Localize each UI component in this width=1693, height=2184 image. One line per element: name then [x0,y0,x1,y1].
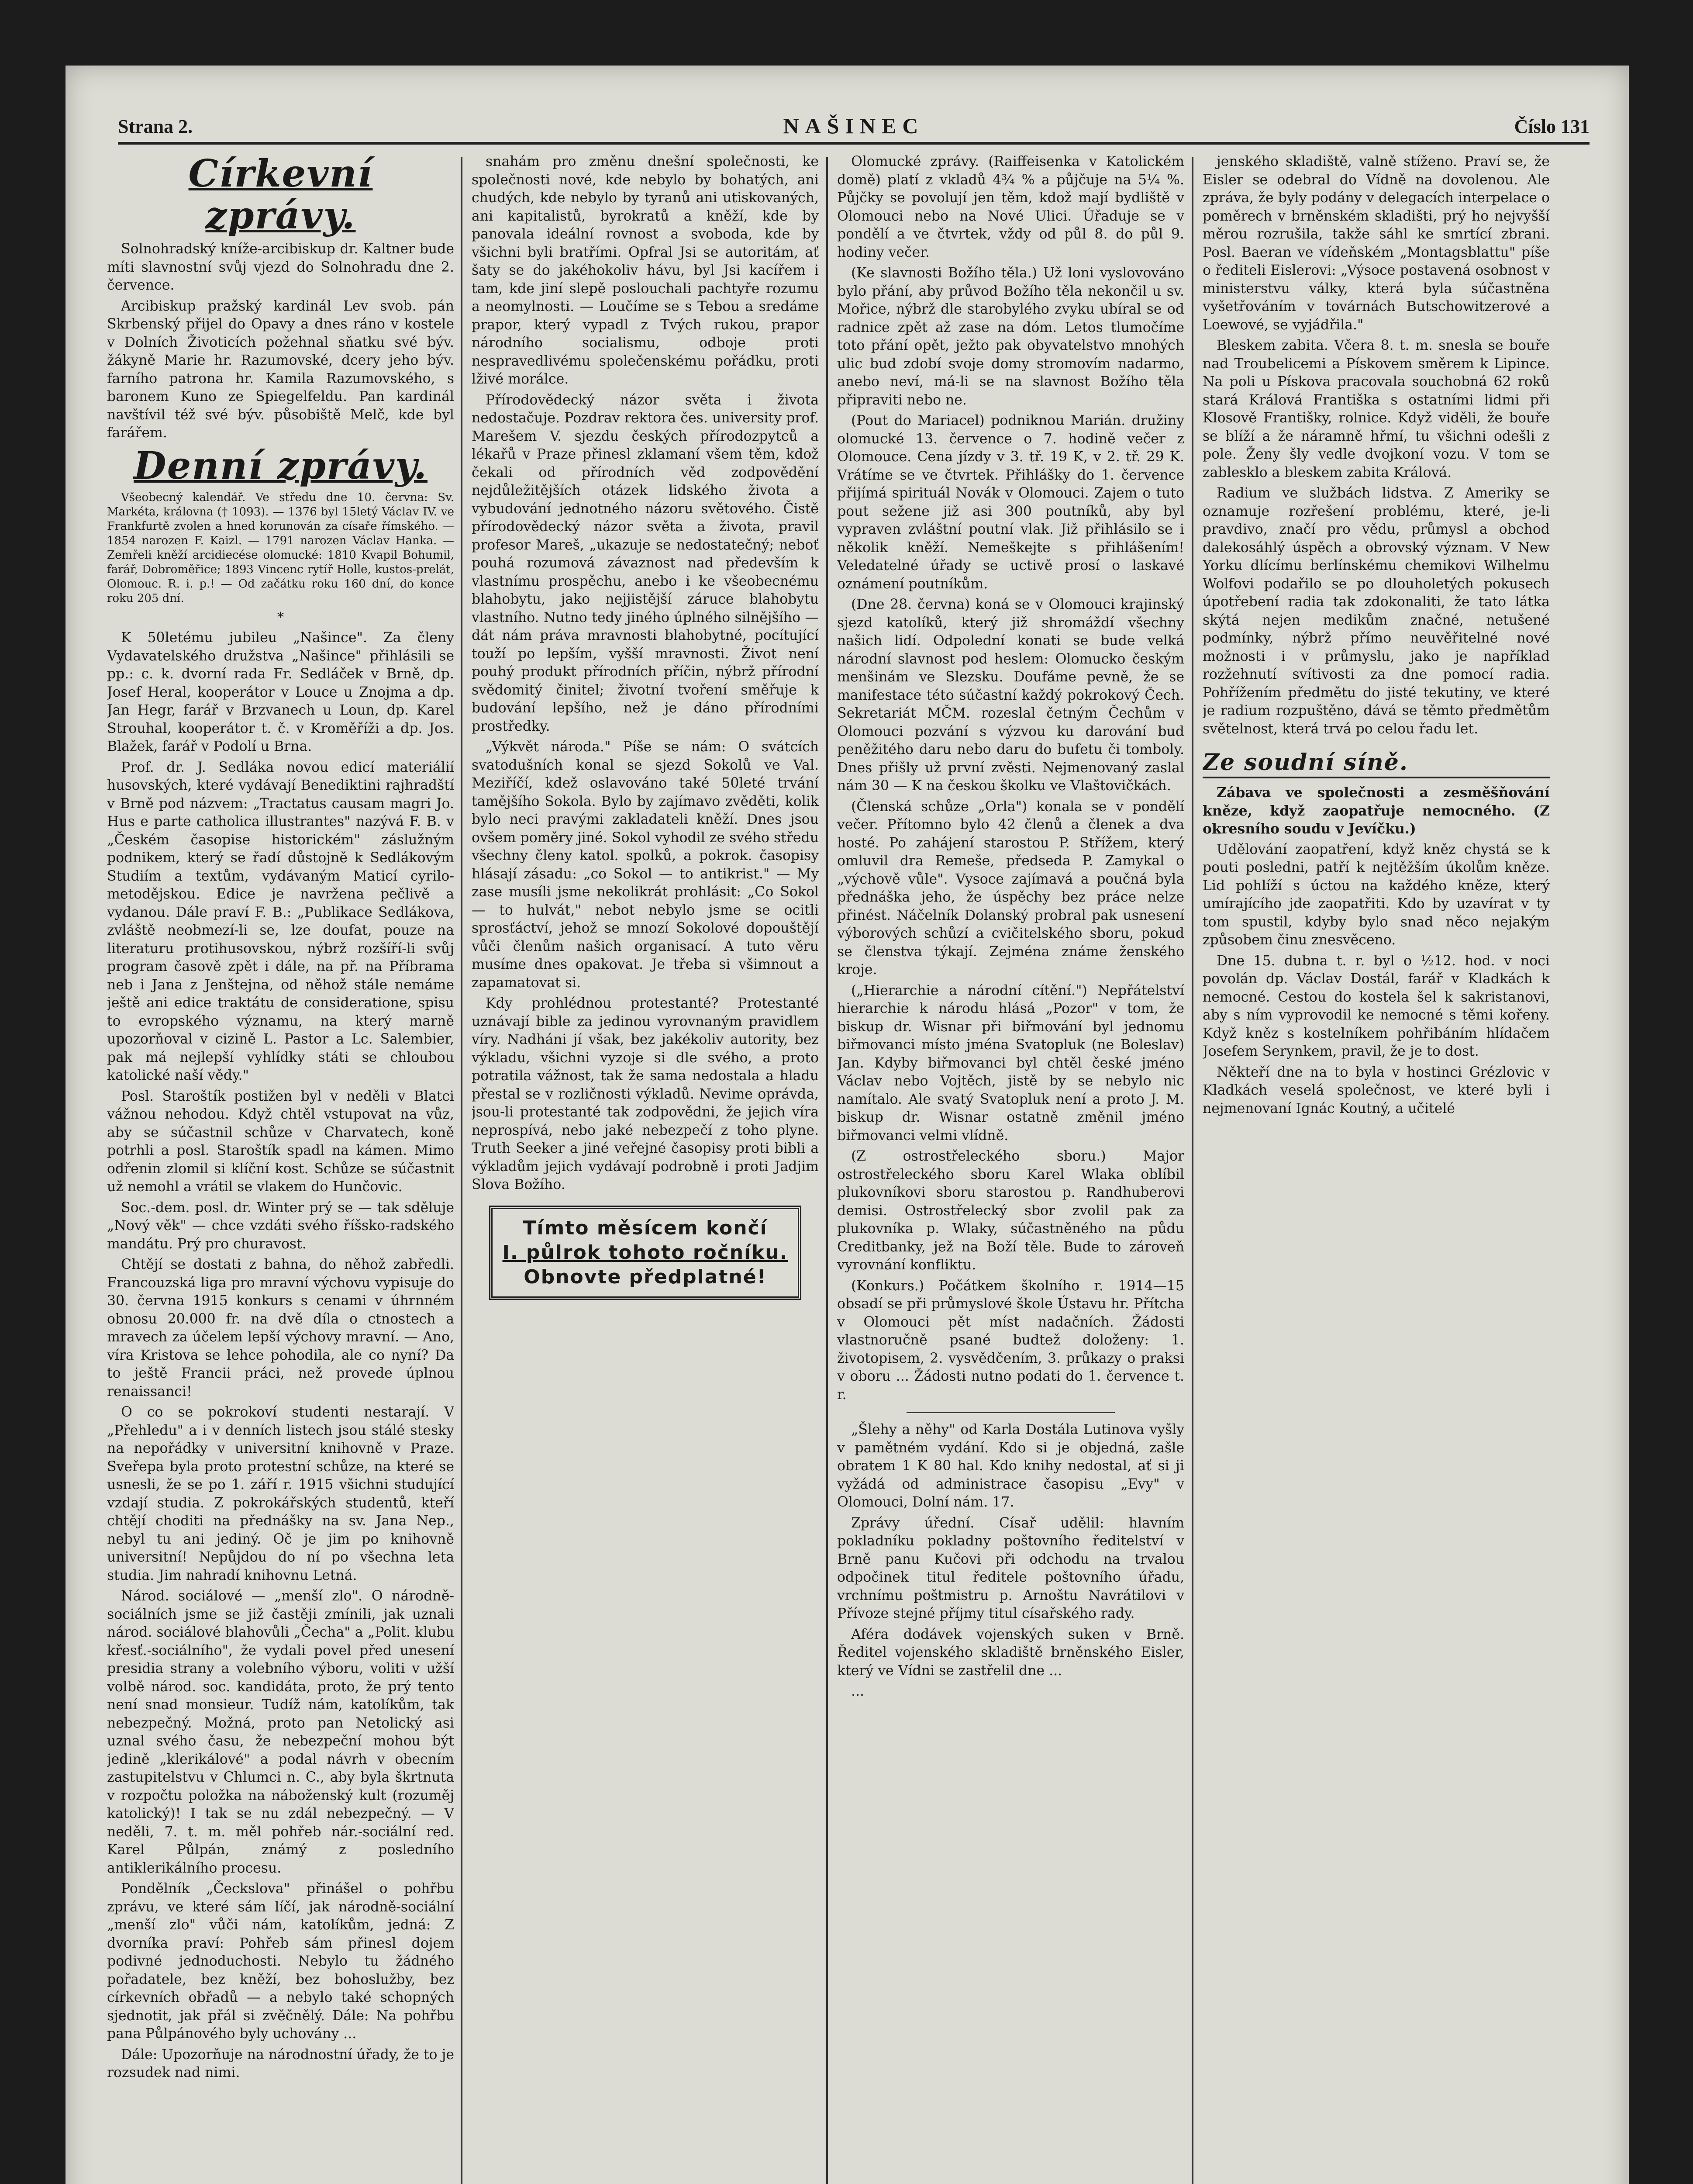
article-paragraph: „Výkvět národa." Píše se nám: O svátcích svatodušních konal se sjezd Sokolů ve Val. Meziříčí, kdež oslavováno také 50leté trvání tamějšího Sokola. Bylo by zajímavo zvěděti, kolik bylo neci pravými zakladateli kněží. Dnes jsou ovšem poměry jiné. Sokol vyhodil ze svého středu všechny členy katol. spolků, a pokrok. časopisy hlásají zásadu: „co Sokol — to antikrist." — My zase musíli jsme nekolikrát prohlásit: „Co Sokol — to hulvát," nebot nebylo jsme se ocitli sprosťáctví, jehož se mnozí Sokolové dopouštějí vůči členům našich organisací. A tuto věru musíme dnes opakovat. Je třeba si všimnout a zapamatovat si. [472,739,819,991]
column-2 [472,153,819,2184]
column-rule [461,157,462,2184]
article-paragraph: „Šlehy a něhy" od Karla Dostála Lutinova vyšly v pamětném vydání. Kdo si je objedná, zašle obratem 1 K 80 hal. Kdo knihy nedostal, ať si ji vyžádá od administrace časopisu „Evy" v Olomouci, Dolní nám. 17. [837,1422,1184,1510]
article-paragraph: (Konkurs.) Počátkem školního r. 1914—15 obsadí se při průmyslové škole Ústavu hr. Přítcha v Olomouci pět míst nadačních. Žádosti vlastnoručně psané budtež doloženy: 1. životopisem, 2. vysvědčením, 3. průkazy o praksi v oboru ... Žádosti nutno podati do 1. července t. r. [837,1278,1184,1403]
article-paragraph: Olomucké zprávy. (Raiffeisenka v Katolickém domě) platí z vkladů 4¾ % a půjčuje na 5¼ %. Půjčky se povolují jen těm, kdož mají bydliště v Olomouci nebo na Nové Ulici. Úřaduje se v pondělí a ve čtvrtek, vždy od půl 8. do půl 9. hodiny večer. [837,154,1184,260]
subscription-notice [489,1206,801,1300]
article-paragraph: („Hierarchie a národní cítění.") Nepřátelství hierarchie k národu hlásá „Pozor" v tom, že biskup dr. Wisnar při biřmování byl jednomu biřmovanci místo jména Svatopluk (ne Boleslav) Jan. Kdyby biřmovanci byl chtěl české jméno Václav nebo Vojtěch, jistě by se nebylo nic namítalo. Ale svatý Svatopluk není a proto J. M. biskup dr. Wisnar ostatně změnil jméno biřmovanci velmi vlídně. [837,982,1184,1144]
article-paragraph: (Pout do Mariacel) podniknou Marián. družiny olomucké 13. července o 7. hodině večer z Olomouce. Cena jízdy v 3. tř. 19 K, v 2. tř. 29 K. Vrátíme se ve čtvrtek. Přihlášky do 1. července přijímá spirituál Novák v Olomouci. Zajem o tuto pout sežene již asi 300 poutníků, aby byl vypraven zvláštní poutní vlak. Již přihlásilo se i několik kněží. Nemeškejte s přihlášením! Veledatelné úřady se uctivě prosí o laskavé oznámení poutníkům. [837,413,1184,592]
article-paragraph: O co se pokrokoví studenti nestarají. V „Přehledu" a i v denních listech jsou stálé stesky na nepořádky v universitní knihovně v Praze. Sveřepa byla proto protestní schůze, na které se usnesli, že se po 1. září r. 1915 všichni studující vzdají studia. Z pokrokářských studentů, kteří chtějí choditi na přednášky na sv. Jana Nep., nebyl tu ani jediný. Oč je jim po knihovně universitní! Nepůjdou do ní po všechna leta studia. Jim nahradí knihovnu Letná. [107,1404,454,1583]
article-paragraph: Aféra dodávek vojenských suken v Brně. Ředitel vojenského skladiště brněnského Eisler, který ve Vídni se zastřelil dne ... [837,1626,1184,1679]
article-paragraph: (Dne 28. června) koná se v Olomouci krajinský sjezd katolíků, který již shromáždí všechny našich lidí. Odpolední konati se bude velká národní slavnost pod heslem: Olomucko českým menšinám ve Slezsku. Doufáme pevně, že se manifestace této súčastní každý pokrokový Čech. Sekretariát MČM. rozeslal četným Čechům v Olomouci pozvání s výzvou ku darování bud peněžitého daru nebo daru do bufetu či tomboly. Dnes přišly už první zvěsti. Nejmenovaný zaslal nám 30 — K na českou školku ve Vlaštovičkách. [837,597,1184,794]
article-paragraph: Kdy prohlédnou protestanté? Protestanté uznávají bible za jedinou vyrovnaným pravidlem víry. Nadháni jí však, bez jakékoliv autority, bez výkladu, všichni vyzoje si dle svého, a proto potratila vážnost, tak že sama nedostala a hladu přestal se v rozličnosti výkladů. Nevime oprávda, jsou-li protestanté tak zodpovědni, že jejich víra neprospívá, nebo jaké nebezpečí z toho plyne. Truth Seeker a jiné veřejné časopisy proti bibli a výkladům jejich vydávají podrobně i proti Jadjim Slova Božího. [472,995,819,1192]
article-paragraph: Zprávy úřední. Císař udělil: hlavním pokladníku pokladny poštovního ředitelství v Brně panu Kučovi při odchodu na trvalou odpočinek titul ředitele poštovního úřadu, vrchnímu poštmistru p. Arnoštu Navrátilovi v Přívoze stejné příjmy titul císařského rady. [837,1515,1184,1621]
page-number: Strana 2. [118,116,193,137]
article-paragraph: Solnohradský kníže-arcibiskup dr. Kaltner bude míti slavnostní svůj vjezd do Solnohradu dne 2. července. [107,241,454,293]
column-3 [837,153,1184,2184]
article-paragraph: snahám pro změnu dnešní společnosti, ke společnosti nové, kde nebylo by bohatých, ani chudých, kde nebylo by tyranů ani utiskovaných, ani kapitalistů, byrokratů a kněží, kde by panovala ideální rovnost a svoboda, kde by všichni byli bratřími. Opfral Jsi se autoritám, ať šaty se do jakéhokoliv hávu, byl Jsi kacířem i tam, kde jiní slepě poslouchali pachtyře rozumu a neomylnosti. — Loučíme se s Tebou a sredáme prapor, který vypadl z Tvých rukou, prapor národního socialismu, odboje proti nespravedlivému společenskému pořádku, proti lživé morálce. [472,154,819,387]
section-heading-church-news: Církevní zprávy. [188,153,373,238]
article-paragraph: Dne 15. dubna t. r. byl o ½12. hod. v noci povolán dp. Václav Dostál, farář v Kladkách k nemocné. Cestou do kostela šel k sakristanovi, aby s ním vyprovodil ke nemocné s těmi kořeny. Když kněz s kostelníkem pohřibáním hlídačem Josefem Serynkem, pravil, že je to dost. [1203,953,1550,1059]
notice-line-1: Tímto měsícem končí [523,1216,768,1239]
article-paragraph: Prof. dr. J. Sedláka novou edicí materiálií husovských, které vydávají Benediktini rajhradští v Brně pod názvem: „Tractatus causam magri Jo. Hus e parte catholica illustrantes" nazývá F. B. v „Českém časopise historickém" záslužným podnikem, který se řadí důstojně k Sedlákovým Studiím a textům, vydávaným Maticí cyrilo-metodějskou. Edice je navržena pečlivě a vydanou. Dále praví F. B.: „Publikace Sedlákova, zvláště neobmezí-li se, lze doufat, pouze na literaturu protihusovskou, nýbrž rozšíří-li svůj program časově zpět i dále, na př. na Příbrama neb i Jana z Jenštejna, od něhož stále nemáme ještě ani edice traktátu de consideratione, spisu to evropského významu, na který marně upozorňoval v cizině L. Pastor a Lc. Salembier, pak má nejlepší vyhlídky státi se chloubou katolické naší vědy." [107,759,454,1083]
article-paragraph: Udělování zaopatření, když kněz chystá se k pouti posledni, patří k nejtěžším úkolům kněze. Lid pohlíží s úctou na každého kněze, který umírajícího jde zaopatřiti. Kdo by uzavírat v ty tom spustil, kdyby bylo snad něco nejakým způsobem činu znesvěceno. [1203,841,1550,948]
masthead [118,107,1590,145]
article-paragraph: (Ke slavnosti Božího těla.) Už loni vyslovováno bylo přání, aby průvod Božího těla nekončil u sv. Mořice, nýbrž dle starobylého zvyku ubíral se od radnice zpět až zase na dóm. Letos tlumočíme toto přání opět, ježto pak obyvatelstvo mnohých ulic bud zdobí svoje domy stromovím nadarmo, anebo neví, má-li se na slavnost Božího těla připraviti nebo ne. [837,265,1184,408]
column-rule [826,157,828,2184]
article-paragraph: (Z ostrostřeleckého sboru.) Major ostrostřeleckého sboru Karel Wlaka oblíbil plukovníkovi sboru starostou p. Randhuberovi demisi. Ostrostřelecký sbor zvolil pak za plukovníka p. Wlaky, súčastněného na půdu Creditbanky, jež na Boží těle. Bude to zároveň vyrovnání konfliktu. [837,1148,1184,1273]
column-rule [1192,157,1193,2184]
article-paragraph: jenského skladiště, valně stíženo. Praví se, že Eisler se odebral do Vídně na dovolenou. Ale zpráva, že byly podány v delegacích interpelace o poměrech v brněnském skladišti, prý ho nejvyšší měrou rozrušila, takže sáhl ke smrtící zbrani. Posl. Baeran ve vídeňském „Montagsblattu" píše o řediteli Eislerovi: „Výsoce postavená osobnost v ministerstvu války, která byla súčastněna vyšetřováním v továrnách Butschowitzerové a Loewové, se vyjádřila." [1203,154,1550,333]
article-paragraph: Přírodovědecký názor světa i života nedostačuje. Pozdrav rektora čes. university prof. Marešem V. sjezdu českých přírodozpytců a lékařů v Praze přinesl zklamaní všem těm, kdož čekali od přírodních věd zodpovědění nejdůležitějších otázek lidského života a vybudování jednotného názoru světového. Čistě přírodovědecký názor světa a života, pravil profesor Mareš, „ukazuje se nedostatečný; neboť pouhá rozumová závaznost nad především k vlastnímu prospěchu, anebo i ke všeobecnému blahobytu, jako nejjistější záruce blahobytu vlastního. Nutno tedy jiného úplného silnějšího — dát nám práva mravnosti blahobytné, pocítující touží po lepším, vyšší mravnosti. Život není pouhý produkt přírodních příčin, nýbrž přírodní svědomitý činitel; životní tvoření směřuje k budování lepšího, než je dáno přírodními prostředky. [472,392,819,734]
column-1 [107,153,454,2184]
article-paragraph: Soc.-dem. posl. dr. Winter prý se — tak sděluje „Nový věk" — chce vzdáti svého říšsko-radského mandátu. Prý pro churavost. [107,1199,454,1252]
section-heading-court: Ze soudní síně. [1203,749,1550,778]
newspaper-page [66,66,1629,2184]
article-paragraph: Bleskem zabita. Včera 8. t. m. snesla se bouře nad Troubelicemi a Pískovem směrem k Lipince. Na poli u Pískova pracovala souchobná 62 roků stará Králová Františka s ostatními lidmi při Klosově Františky, rolnice. Když viděli, že bouře se blíží a že náramně hřmí, tu všichni odešli z pole. Ženy šly vedle dvojkoní vozu. V tom se zablesklo a bleskem zabita Králová. [1203,338,1550,480]
article-paragraph: Někteří dne na to byla v hostinci Grézlovic v Kladkách veselá společnost, ve které byli i nejmenovaní Ignác Koutný, a učitelé [1203,1064,1550,1116]
article-paragraph: Posl. Staroštík postižen byl v neděli v Blatci vážnou nehodou. Když chtěl vstupovat na vůz, aby se súčastnil schůze v Charvatech, koně potrhli a posl. Staroštík spadl na kámen. Mimo odřenin zlomil si klíční kost. Schůze se súčastnit už nemohl a vrátil se vlakem do Hunčovic. [107,1088,454,1195]
article-paragraph: Pondělník „Čeckslova" přinášel o pohřbu zprávu, ve které sám líčí, jak národně-sociální „menší zlo" vůči nám, katolíkům, jedná: Z dvorníka praví: Pohřeb sám přinesl dojem podivné jednoduchosti. Nebylo tu žádného pořadatele, bez kněží, bez bohoslužby, bez církevních obřadů — a nebylo také schopných sjednotit, jak přál si zvěčnělý. Dále: Na pohřbu pana Půlpánového byly uchovány ... [107,1881,454,2042]
article-paragraph: Radium ve službách lidstva. Z Ameriky se oznamuje rozřešení problému, které, je-li pravdivo, značí pro vědu, průmysl a obchod dalekosáhlý úspěch a obrovský význam. V New Yorku dlícímu berlínskému chemikovi Wilhelmu Wolfovi podařilo se po dlouholetých pokusech úpotřebení radia tak zdokonaliti, že tato látka skýtá nejen medikům značné, netušené podmínky, nýbrž přímo neuvěřitelné nové možnosti i v průmyslu, jako je například rozžehnutí svítivosti za dne pomocí radia. Pohřížením předmětu do jisté tekutiny, ve které je radium rozpuštěno, dává se těmto předmětům světelnost, která trvá po celou řadu let. [1203,485,1550,737]
separator-rule [907,1412,1115,1413]
article-paragraph: Arcibiskup pražský kardinál Lev svob. pán Skrbenský přijel do Opavy a dnes ráno v kostele v Dolních Životicích požehnal sňatku své býv. žákyně Marie hr. Razumovské, dcery jeho býv. farního patrona hr. Kamila Razumovského, s baronem Kuno ze Spiegelfeldu. Pan kardinál navštívil též své býv. působiště Melč, kde byl farářem. [107,298,454,441]
issue-number: Číslo 131 [1514,116,1590,137]
calendar-paragraph: Všeobecný kalendář. Ve středu dne 10. června: Sv. Markéta, královna († 1093). — 1376 byl 15letý Václav IV. ve Frankfurtě zvolen a hned korunován za císaře římského. — 1854 narozen F. Kaizl. — 1791 narozen Václav Hanka. — Zemřeli kněží arcidiecése olomucké: 1810 Kvapil Bohumil, farář, Dobroměřice; 1893 Vincenc rytíř Holle, kustos-prelát, Olomouc. R. i. p.! — Od začátku roku 160 dní, do konce roku 205 dní. [107,491,454,605]
section-heading-daily-news: Denní zprávy. [134,443,428,488]
newspaper-title: NAŠINEC [783,114,924,138]
notice-line-2: I. půlrok tohoto ročníku. [502,1241,788,1264]
notice-line-3: Obnovte předplatné! [524,1265,767,1288]
separator-star: * [277,609,284,625]
article-paragraph: Národ. sociálové — „menší zlo". O národně-sociálních jsme se již častěji zmínili, jak uznali národ. sociálové blahovůli „Čecha" a „Polit. klubu křesť.-sociálního", že vydali povel před unesení presidia strany a volebního výboru, voliti v užší volbě národ. soc. kandidáta, proto, že prý tento není snad monsieur. Tudíž nám, katolíkům, tak nebezpečný. Možná, proto pan Netolický asi uznal svého času, že nebezpeční mohou být jedině „klerikálové" a podal návrh v obecním zastupitelstvu v Chlumci n. C., aby byla škrtnuta v rozpočtu položka na náboženský kult (rozuměj katolický)! I tak se nu zdál nebezpečný. — V neděli, 7. t. m. měl pohřeb nár.-sociální red. Karel Půlpán, známý z posledního antiklerikálního procesu. [107,1588,454,1876]
article-paragraph: (Členská schůze „Orla") konala se v pondělí večer. Přítomno bylo 42 členů a členek a dva hosté. Po zahájení starostou P. Střížem, který omluvil dra Remeše, předseda P. Zamykal o „výchově vůle". Vysoce zajímavá a poučná byla přednáška jeho, že úspěchy bez práce nelze přinést. Náčelník Dolanský probral pak usnesení výborových schůzí a cvičitelského sboru, pokud se členstva týkají. Zejména známe ženského kroje. [837,798,1184,978]
article-paragraph: ... [851,1683,865,1699]
article-paragraph: Dále: Upozorňuje na národnostní úřady, že to je rozsudek nad nimi. [107,2046,454,2080]
column-4 [1203,153,1550,2184]
article-paragraph: K 50letému jubileu „Našince". Za členy Vydavatelského družstva „Našince" přihlásili se pp.: c. k. dvorní rada Fr. Sedláček v Brně, dp. Josef Heral, kooperátor v Louce u Znojma a dp. Jan Hegr, farář v Brzvanech u Loun, dp. Karel Strouhal, kooperátor t. č. v Kroměříži a dp. Jos. Blažek, farář v Podolí u Brna. [107,630,454,754]
article-paragraph: Chtějí se dostati z bahna, do něhož zabředli. Francouzská liga pro mravní výchovu vypisuje do 30. června 1915 konkurs s cenami v úhrnném obnosu 20.000 fr. na dvě díla o ctnostech a mravech za účelem lepší výchovy mravní. — Ano, víra Kristova se lehce pohodila, ale co nyní? Da to ještě Francii práci, než provede úplnou renaissanci! [107,1257,454,1400]
article-subheading: Zábava ve společnosti a zesměšňování kněze, když zaopatřuje nemocného. (Z okresního soudu v Jevíčku.) [1203,784,1550,837]
